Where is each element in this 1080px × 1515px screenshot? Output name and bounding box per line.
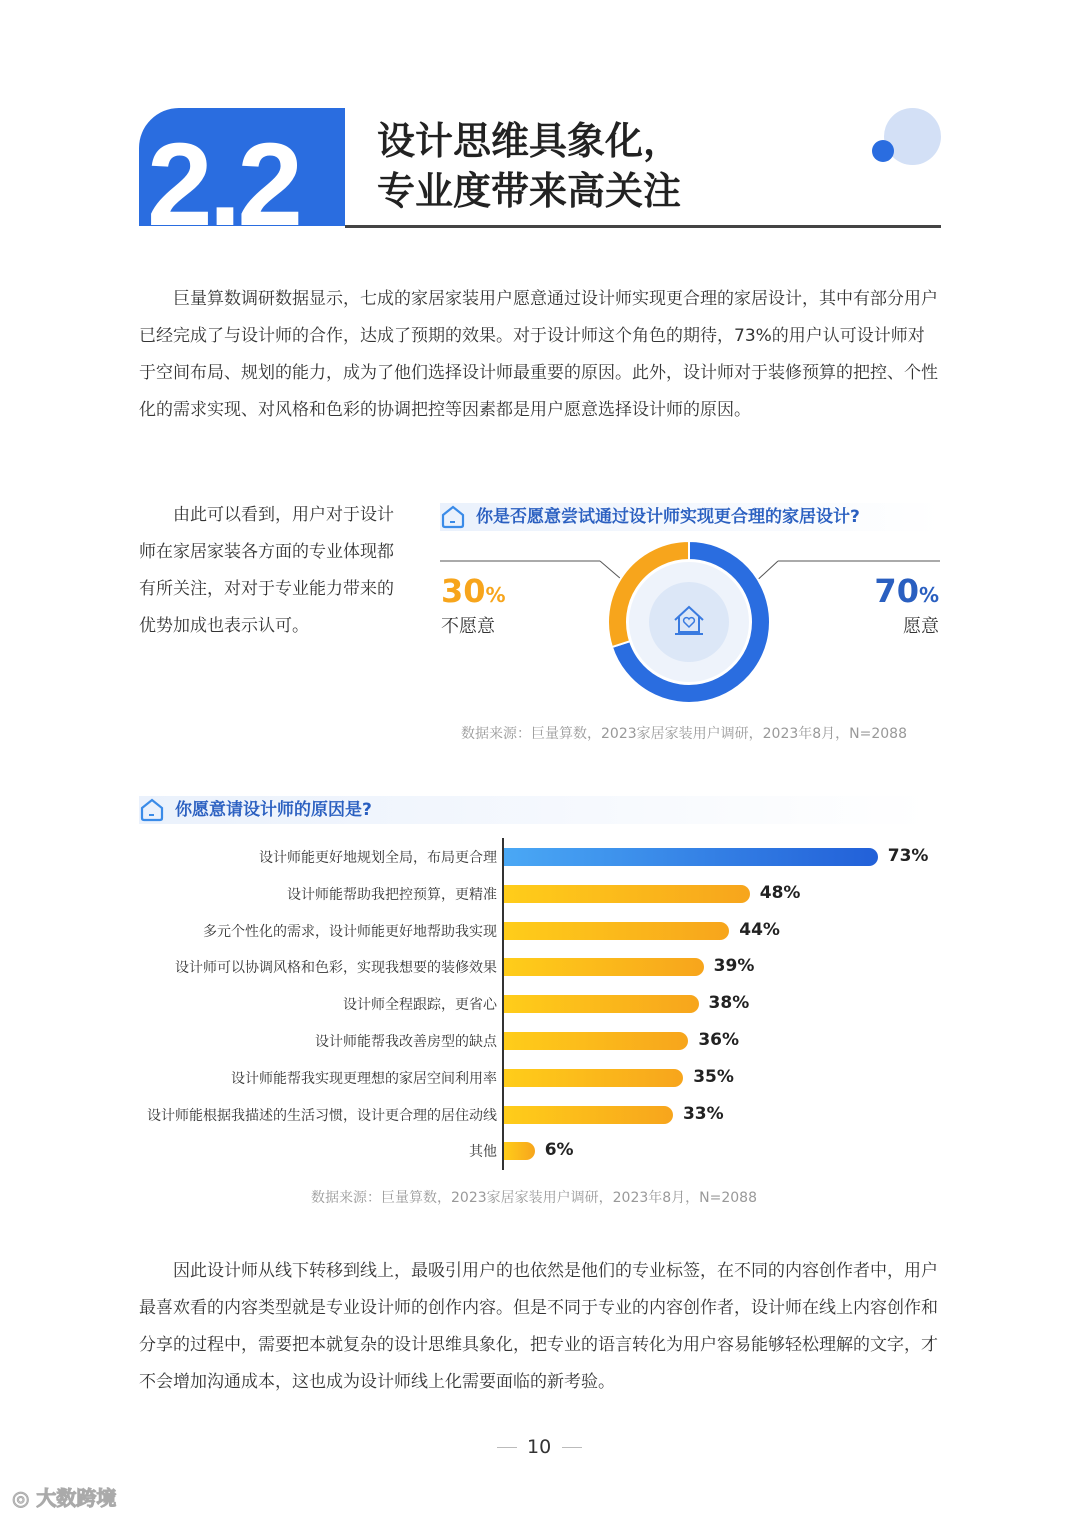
- watermark-text: 大数跨境: [36, 1486, 117, 1510]
- slice-label-yes: 愿意: [903, 616, 939, 637]
- bar: [504, 848, 878, 866]
- house-icon: [139, 798, 165, 822]
- bar: [504, 1032, 688, 1050]
- bar-title-text: 你愿意请设计师的原因是?: [175, 800, 372, 820]
- bar-value-label: 33%: [682, 1103, 724, 1124]
- slice-label-no: 不愿意: [441, 616, 495, 637]
- bar: [504, 958, 704, 976]
- house-icon: [440, 505, 466, 529]
- slice-value-no: [441, 572, 506, 610]
- intro-paragraph: 巨量算数调研数据显示，七成的家居家装用户愿意通过设计师实现更合理的家居设计，其中有部分用户已经完成了与设计师的合作，达成了预期的效果。对于设计师这个角色的期待，73%的用户认可设计师对于空间布局、规划的能力，成为了他们选择设计师最重要的原因。此外，设计师对于装修预算的把控、个性化的需求实现、对风格和色彩的协调把控等因素都是用户愿意选择设计师的原因。: [139, 289, 938, 420]
- slice-value-yes: [874, 572, 939, 610]
- bar-value-label: 44%: [739, 919, 780, 940]
- bar-category-label: 设计师可以协调风格和色彩，实现我想要的装修效果: [175, 960, 497, 977]
- donut-chart-title: [440, 503, 940, 531]
- watermark: [12, 1482, 116, 1511]
- value-30: 30: [441, 572, 486, 610]
- donut-chart: [440, 530, 940, 710]
- bar: [504, 1142, 535, 1160]
- donut-source: 数据来源：巨量算数，2023家居家装用户调研，2023年8月，N=2088: [461, 726, 907, 742]
- page-rule-right: [562, 1447, 582, 1448]
- side-paragraph: 由此可以看到，用户对于设计师在家居家装各方面的专业体现都有所关注，对对于专业能力带来的优势加成也表示认可。: [139, 505, 394, 636]
- bar-value-label: 39%: [713, 956, 755, 977]
- bar-source: 数据来源：巨量算数，2023家居家装用户调研，2023年8月，N=2088: [311, 1190, 757, 1206]
- title-underline: [345, 225, 941, 228]
- bar-category-label: 设计师能根据我描述的生活习惯，设计更合理的居住动线: [147, 1107, 497, 1124]
- bar-category-label: 设计师能帮我实现更理想的家居空间利用率: [231, 1070, 497, 1087]
- bar-value-label: 6%: [544, 1140, 574, 1161]
- bar-category-label: 其他: [469, 1144, 497, 1161]
- watermark-logo-icon: ◎: [12, 1486, 37, 1510]
- page-rule-left: [497, 1447, 517, 1448]
- bar-category-label: 设计师能帮助我把控预算，更精准: [287, 886, 497, 903]
- bar-value-label: 73%: [887, 846, 929, 866]
- title-line-2: 专业度带来高关注: [377, 169, 682, 213]
- value-70: 70: [874, 572, 919, 610]
- donut-title-text: 你是否愿意尝试通过设计师实现更合理的家居设计?: [476, 507, 860, 527]
- donut-inner-ring: [649, 582, 729, 662]
- bar: [504, 885, 750, 903]
- bar: [504, 1069, 683, 1087]
- bar: [504, 995, 699, 1013]
- bar-chart-title: [139, 796, 929, 824]
- bar-category-label: 设计师全程跟踪，更省心: [343, 997, 497, 1014]
- bar-value-label: 48%: [759, 882, 801, 903]
- decor-circle-small: [872, 140, 894, 162]
- bar-category-label: 设计师能帮我改善房型的缺点: [315, 1034, 497, 1050]
- bar-value-label: 36%: [698, 1030, 740, 1050]
- title-line-1: 设计思维具象化，: [377, 119, 682, 163]
- bar-category-label: 设计师能更好地规划全局，布局更合理: [259, 850, 497, 866]
- bar: [504, 1106, 673, 1124]
- bar-value-label: 38%: [708, 993, 750, 1014]
- bar-value-label: 35%: [693, 1066, 734, 1087]
- bar-category-label: 多元个性化的需求，设计师能更好地帮助我实现: [203, 923, 497, 940]
- closing-paragraph: 因此设计师从线下转移到线上，最吸引用户的也依然是他们的专业标签，在不同的内容创作者中，用户最喜欢看的内容类型就是专业设计师的创作内容。但是不同于专业的内容创作者，设计师在线上内容创作和分享的过程中，需要把本就复杂的设计思维具象化，把专业的语言转化为用户容易能够轻松理解的文字，才不会增加沟通成本，这也成为设计师线上化需要面临的新考验。: [139, 1261, 938, 1392]
- bar: [504, 922, 729, 940]
- unit: %: [918, 583, 939, 607]
- section-number-block: [139, 108, 345, 226]
- unit: %: [485, 583, 506, 607]
- section-number: 2.2: [147, 119, 300, 226]
- page-title: [377, 116, 681, 216]
- page-number: 10: [527, 1436, 552, 1458]
